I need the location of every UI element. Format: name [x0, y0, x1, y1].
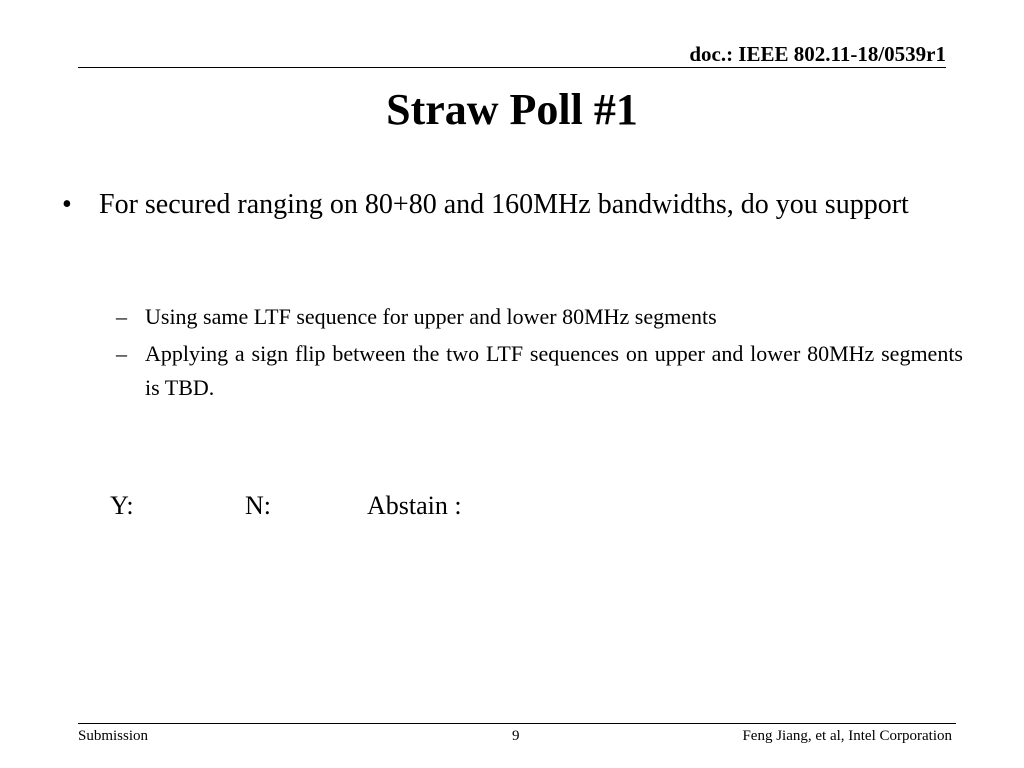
bullet-question: For secured ranging on 80+80 and 160MHz bandwidths, do you support — [99, 189, 909, 220]
sub-item-marker: – — [116, 341, 127, 366]
header-divider — [78, 67, 946, 68]
document-id: doc.: IEEE 802.11-18/0539r1 — [689, 42, 946, 66]
sub-item-same-ltf: Using same LTF sequence for upper and lower 80MHz segments — [145, 304, 717, 329]
poll-abstain-label: Abstain : — [367, 491, 462, 520]
bullet-marker: • — [62, 189, 72, 220]
poll-yes-label: Y: — [110, 491, 134, 520]
sub-item-marker: – — [116, 304, 127, 329]
slide-title: Straw Poll #1 — [386, 85, 638, 134]
footer-submission: Submission — [78, 728, 149, 744]
footer-author: Feng Jiang, et al, Intel Corporation — [742, 728, 952, 744]
poll-no-label: N: — [245, 491, 271, 520]
footer-divider — [78, 723, 956, 724]
sub-item-sign-flip: Applying a sign flip between the two LTF sequences on upper and lower 80MHz segments is TBD. — [145, 341, 963, 400]
page-number: 9 — [512, 728, 520, 744]
